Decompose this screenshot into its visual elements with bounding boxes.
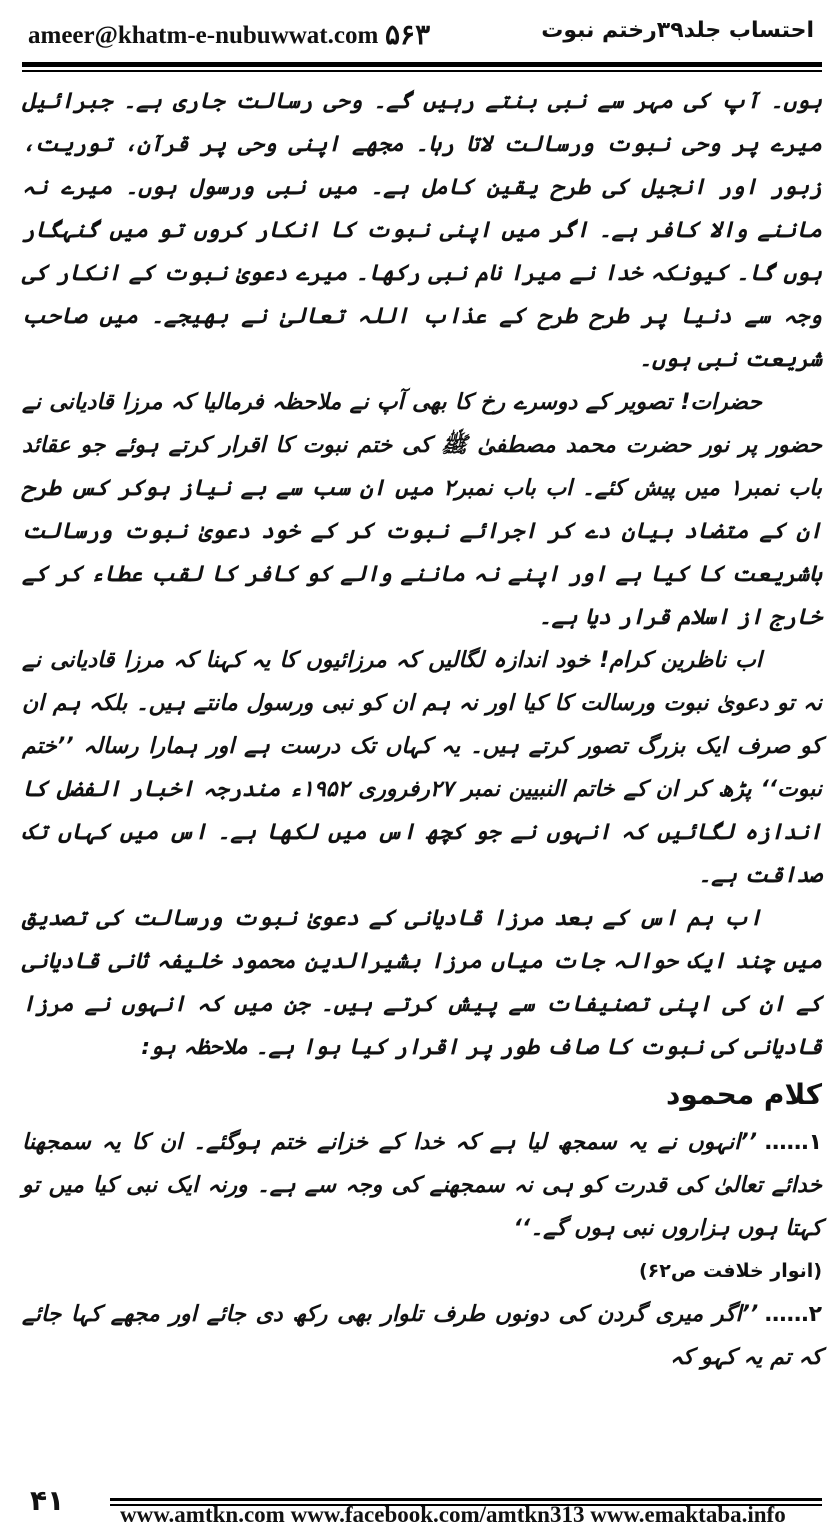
header-rule-thick (22, 62, 822, 67)
header-rule-thin (22, 70, 822, 72)
page-footer (0, 1480, 840, 1540)
header-email: ameer@khatm-e-nubuwwat.com (28, 22, 379, 49)
quote-1-text: ’’انہوں نے یہ سمجھ لیا ہے کہ خدا کے خزانے ختم ہوگئے۔ ان کا یہ سمجھنا خدائے تعالیٰ کی قدرت کو ہی نہ سمجھنے کی وجہ سے ہے۔ ورنہ ایک نبی کیا میں تو کہتا ہوں ہزاروں نبی ہوں گے۔‘‘ (22, 1130, 822, 1241)
header-page-number: ۵۶۳ (385, 18, 431, 51)
page-header (0, 0, 840, 66)
footer-rule-top (110, 1498, 822, 1501)
header-book-title: احتساب جلد۳۹رختم نبوت (541, 18, 814, 43)
page-body (22, 80, 822, 1379)
quote-2-text: ’’اگر میری گردن کی دونوں طرف تلوار بھی رکھ دی جائے اور مجھے کہا جائے کہ تم یہ کہو کہ (22, 1302, 822, 1370)
quote-1-reference: (انوار خلافت ص۶۲) (638, 1260, 822, 1282)
quote-1-number: ۱…… (764, 1130, 822, 1155)
paragraph-2: حضرات! تصویر کے دوسرے رخ کا بھی آپ نے ملاحظہ فرمالیا کہ مرزا قادیانی نے حضور پر نور حضرت محمد مصطفیٰ ﷺ کی ختم نبوت کا اقرار کرتے ہوئے جو عقائد باب نمبر۱ میں پیش کئے۔ اب باب نمبر۲ میں ان سب سے بے نیاز ہوکر کس طرح ان کے متضاد بیان دے کر اجرائے نبوت کر کے خود دعویٰ نبوت ورسالت باشریعت کا کیا ہے اور اپنے نہ ماننے والے کو کافر کا لقب عطاء کر کے خارج از اسلام قرار دیا ہے۔ (22, 390, 822, 630)
footer-page-number: ۴۱ (30, 1484, 65, 1517)
paragraph-1: ہوں۔ آپ کی مہر سے نبی بنتے رہیں گے۔ وحی رسالت جاری ہے۔ جبرائیل میرے پر وحی نبوت ورسالت لاتا رہا۔ مجھے اپنی وحی پر قرآن، توریت، زبور اور انجیل کی طرح یقین کامل ہے۔ میں نبی ورسول ہوں۔ میرے نہ ماننے والا کافر ہے۔ اگر میں اپنی نبوت کا انکار کروں تو میں گنہگار ہوں گا۔ کیونکہ خدا نے میرا نام نبی رکھا۔ میرے دعویٰ نبوت کے انکار کی وجہ سے دنیا پر طرح طرح کے عذاب اللہ تعالیٰ نے بھیجے۔ میں صاحب شریعت نبی ہوں۔ (22, 89, 822, 372)
quote-1 (22, 1121, 822, 1250)
footer-urls: www.amtkn.com www.facebook.com/amtkn313 www.emaktaba.info (120, 1502, 786, 1527)
quote-2 (22, 1293, 822, 1379)
paragraph-4: اب ہم اس کے بعد مرزا قادیانی کے دعویٰ نبوت ورسالت کی تصدیق میں چند ایک حوالہ جات میاں مرزا بشیرالدین محمود خلیفہ ثانی قادیانی کے ان کی اپنی تصنیفات سے پیش کرتے ہیں۔ جن میں کہ انہوں نے مرزا قادیانی کی نبوت کا صاف طور پر اقرار کیا ہوا ہے۔ ملاحظہ ہو: (22, 906, 822, 1060)
quote-2-number: ۲…… (764, 1302, 822, 1327)
paragraph-3: اب ناظرین کرام! خود اندازہ لگالیں کہ مرزائیوں کا یہ کہنا کہ مرزا قادیانی نے نہ تو دعویٰ نبوت ورسالت کا کیا اور نہ ہم ان کو نبی ورسول مانتے ہیں۔ بلکہ ہم ان کو صرف ایک بزرگ تصور کرتے ہیں۔ یہ کہاں تک درست ہے اور ہمارا رسالہ ’’ختم نبوت‘‘ پڑھ کر ان کے خاتم النبیین نمبر ۲۷رفروری ۱۹۵۲ء مندرجہ اخبار الفضل کا اندازہ لگائیں کہ انہوں نے جو کچھ اس میں لکھا ہے۔ اس میں کہاں تک صداقت ہے۔ (22, 648, 822, 888)
section-heading: کلام محمود (665, 1078, 822, 1111)
